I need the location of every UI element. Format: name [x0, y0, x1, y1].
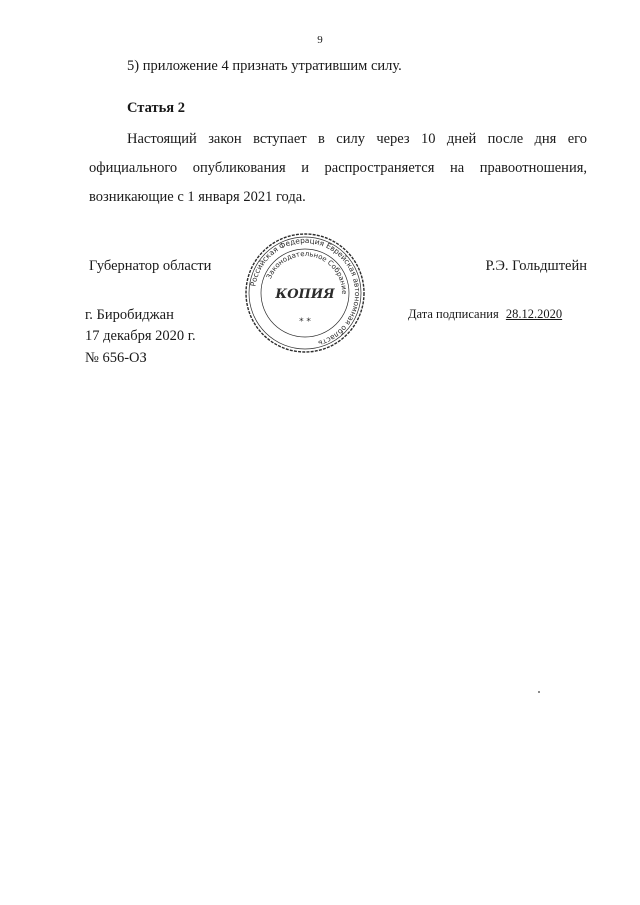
article-text: Настоящий закон вступает в силу через 10 дней после дня его официального опубликования и распространяется на правоотношения, возникающие с 1 января 2021 года.: [89, 131, 587, 205]
seal-stars: * *: [299, 317, 311, 327]
scan-artifact-dot: [538, 691, 540, 693]
seal-outer-ring-text: Российская Федерация Еврейская автономная область: [248, 235, 363, 349]
page-number: 9: [317, 34, 323, 46]
signing-date-block: [408, 307, 562, 322]
law-date: 17 декабря 2020 г.: [85, 328, 196, 344]
law-number: № 656-ОЗ: [85, 350, 147, 366]
governor-name: Р.Э. Гольдштейн: [485, 258, 587, 274]
signing-date-value: 28.12.2020: [505, 307, 563, 321]
governor-title: Губернатор области: [89, 258, 212, 274]
seal-inner-ring-text: Законодательное Собрание: [265, 249, 349, 295]
signing-date-label: Дата подписания: [408, 307, 499, 321]
official-seal-stamp: [244, 232, 366, 354]
seal-center-text: КОПИЯ: [275, 287, 335, 302]
signing-city: г. Биробиджан: [85, 307, 174, 323]
article-heading: Статья 2: [127, 100, 185, 116]
item-5-text: 5) приложение 4 признать утратившим силу.: [127, 58, 402, 74]
